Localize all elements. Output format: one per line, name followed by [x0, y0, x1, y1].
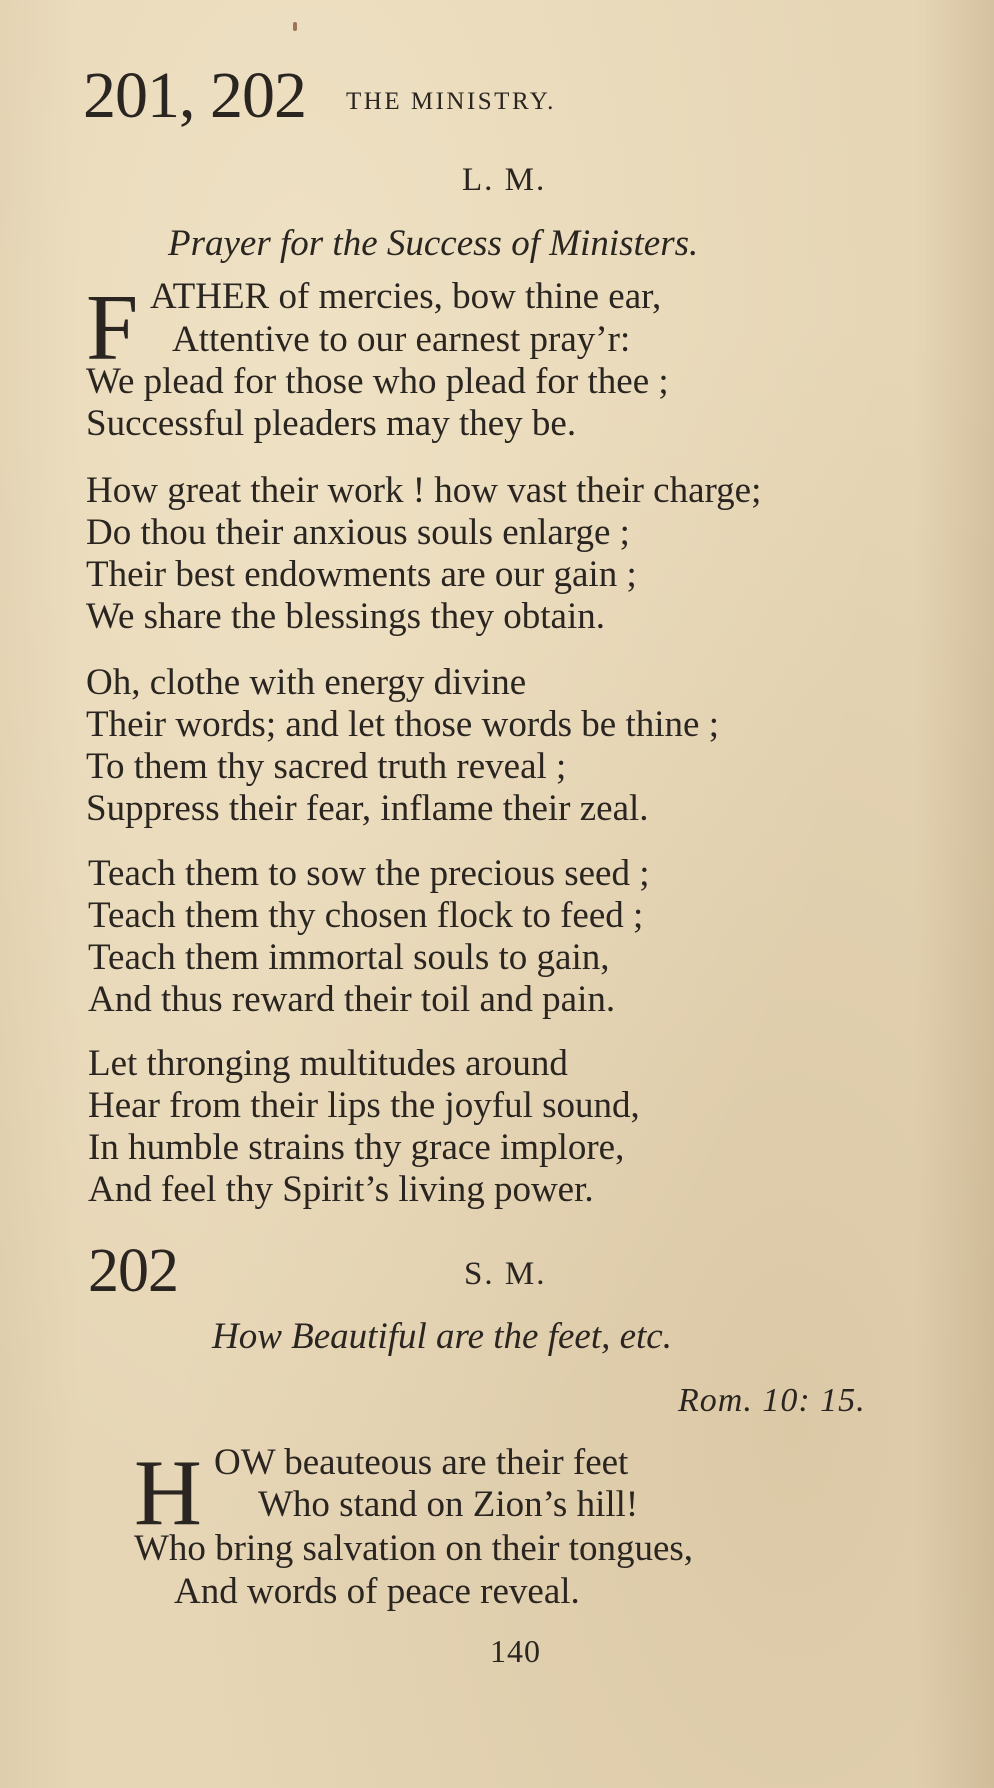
- hymn-201-line: Attentive to our earnest pray’r:: [172, 319, 631, 360]
- hymn-201-line: Their best endowments are our gain ;: [86, 554, 637, 595]
- hymn-201-line: Let thronging multitudes around: [88, 1043, 568, 1084]
- hymn-202-first-line: OW beauteous are their feet: [214, 1442, 629, 1483]
- hymn-201-dropcap: F: [86, 276, 139, 380]
- hymn-201-line: Their words; and let those words be thine ;: [86, 704, 719, 745]
- hymn-202-reference: Rom. 10: 15.: [678, 1382, 866, 1419]
- hymn-202-title: How Beautiful are the feet, etc.: [212, 1316, 672, 1357]
- hymn-201-line: Hear from their lips the joyful sound,: [88, 1085, 640, 1126]
- hymn-201-line: Teach them thy chosen flock to feed ;: [88, 895, 644, 936]
- hymn-201-line: In humble strains thy grace implore,: [88, 1127, 625, 1168]
- hymn-201-line: We plead for those who plead for thee ;: [86, 361, 669, 402]
- hymn-202-meter: S. M.: [464, 1256, 547, 1292]
- hymn-201-line: How great their work ! how vast their charge;: [86, 470, 762, 511]
- hymn-202-dropcap: H: [134, 1441, 202, 1545]
- hymn-202-number: 202: [88, 1237, 178, 1305]
- hymn-201-line: And feel thy Spirit’s living power.: [88, 1169, 594, 1210]
- hymn-201-line: Teach them immortal souls to gain,: [88, 937, 610, 978]
- hymn-202-line: Who bring salvation on their tongues,: [134, 1528, 694, 1569]
- hymn-201-line: Do thou their anxious souls enlarge ;: [86, 512, 630, 553]
- running-head: [83, 58, 556, 134]
- hymn-201-line: Oh, clothe with energy divine: [86, 662, 527, 703]
- hymn-201-meter: L. M.: [462, 162, 547, 198]
- hymn-201-line: Successful pleaders may they be.: [86, 403, 577, 444]
- running-head-section-title: THE MINISTRY.: [346, 88, 556, 115]
- hymn-201-line: We share the blessings they obtain.: [86, 596, 606, 637]
- hymn-201-title: Prayer for the Success of Ministers.: [168, 223, 699, 264]
- hymn-201-line: Teach them to sow the precious seed ;: [88, 853, 650, 894]
- hymn-202-line: And words of peace reveal.: [174, 1571, 580, 1612]
- ink-mark: [293, 22, 297, 31]
- hymn-201-first-line: ATHER of mercies, bow thine ear,: [150, 276, 662, 317]
- hymn-201-line: And thus reward their toil and pain.: [88, 979, 616, 1020]
- running-head-hymn-numbers: 201, 202: [83, 59, 306, 132]
- hymn-201-line: Suppress their fear, inflame their zeal.: [86, 788, 649, 829]
- hymn-201-line: To them thy sacred truth reveal ;: [86, 746, 567, 787]
- page-number: 140: [490, 1633, 541, 1669]
- hymn-202-line: Who stand on Zion’s hill!: [258, 1484, 639, 1525]
